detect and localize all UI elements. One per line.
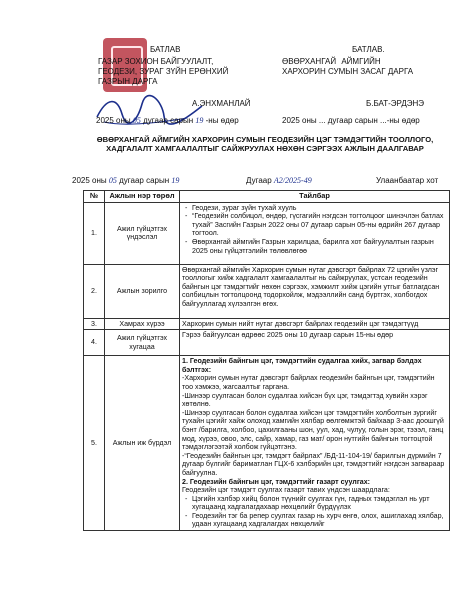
list-item: - Цэгийн хэлбэр хийц болон түүнийг суулгах гүн, гадных тэмдэглэл нь урт хугацаанд хадгалагдахаар нөхцөлийг бүрдүүлэх (192, 495, 447, 512)
paragraph: -“Геодезийн байнгын цэг, тэмдэгт байрлах” /БД-11-104-19/ барилгын дүрмийн 7 дугаар бүлгийг бариматлан ГЦХ-6 хэлбэрийн цэг, тэмдэгтийг нэгдсэн загвараар байгуулна. (182, 451, 445, 477)
right-org-line1: ӨВӨРХАНГАЙ АЙМГИЙН (282, 57, 381, 66)
header-work-type: Ажлын нэр төрөл (105, 191, 180, 203)
list-item: - Өвөрхангай аймгийн Газрын харилцаа, барилга хот байгуулалтын газрын 2025 оны гүйцэтгэлийн төлөвлөгөө (192, 238, 447, 255)
handwritten-doc-month: 05 (108, 176, 117, 185)
handwritten-month: 05 (132, 116, 141, 125)
section-heading: 1. Геодезийн байнгын цэг, тэмдэгтийн судалгаа хийх, загвар бэлдэх бэлтгэх: (182, 357, 422, 374)
section-heading: 2. Геодезийн байнгын цэг, тэмдэгтийг газарт суулгах: (182, 477, 371, 486)
table-row (84, 356, 450, 531)
row-description: Өвөрхангай аймгийн Хархорин сумын нутаг дэвсгэрт байрлах 72 цэгийн үзлэг тооллогыг хийж хадгалалт хамгаалалтыг нь сайжруулах, устсан геодезийн байнгын цэг тэмдэгтийг нөхөн сэргээх, хэмжилт хийж цэгийн утгыг батлагдсан солбицлын тогтолцоонд тодорхойлж, мэдээллийн санд бүртгэх, холбогдох байгууллагад хүлээлгэн өгөх. (180, 264, 450, 318)
handwritten-day: 19 (195, 116, 204, 125)
table-row (84, 330, 450, 356)
left-org-line2: ГЕОДЕЗИ, ЗУРАГ ЗҮЙН ЕРӨНХИЙ (98, 67, 229, 76)
right-signer-name: Б.БАТ-ЭРДЭНЭ (366, 99, 425, 108)
row-number: 4. (84, 330, 105, 356)
left-approval-date: 2025 оны 05 дугаар сарын 19 -ны өдөр (96, 116, 239, 125)
document-place: Улаанбаатар хот (376, 176, 439, 185)
row-description: Гэрээ байгуулсан өдрөөс 2025 оны 10 дугаар сарын 15-ны өдөр (180, 330, 450, 356)
table-header-row (84, 191, 450, 203)
right-approval-date: 2025 оны ... дугаар сарын ...-ны өдөр (282, 116, 420, 125)
header-description: Тайлбар (180, 191, 450, 203)
row-description (180, 202, 450, 264)
row-title: Ажил гүйцэтгэх хугацаа (105, 330, 180, 356)
left-org-line1: ГАЗАР ЗОХИОН БАЙГУУЛАЛТ, (98, 57, 214, 66)
header-number: № (84, 191, 105, 203)
row-description (180, 356, 450, 531)
row-description: Хархорин сумын нийт нутаг дэвсгэрт байрлах геодезийн цэг тэмдэгтүүд (180, 318, 450, 330)
row-title: Ажлын зорилго (105, 264, 180, 318)
left-signer-name: А.ЭНХМАНЛАЙ (192, 99, 251, 108)
paragraph: -Хархорин сумын нутаг дэвсгэрт байрлах геодезийн байнгын цэг, тэмдэгтийн тоо хэмжээ, жагсаалтыг гаргана. (182, 374, 435, 391)
handwritten-doc-day: 19 (171, 176, 180, 185)
document-date: 2025 оны 05 дугаар сарын 19 (72, 176, 180, 185)
handwritten-doc-number: А2/2025-49 (273, 176, 312, 185)
right-org-line2: ХАРХОРИН СУМЫН ЗАСАГ ДАРГА (282, 67, 414, 76)
list-item: - Геодези, зураг зүйн тухай хууль (192, 204, 447, 213)
left-signature (92, 92, 212, 132)
list-item: - “Геодезийн солбицол, өндөр, гүсгагийн нэгдсэн тогтолцоог шинэчлэн батлах тухай” Засгийн Газрын 2022 оны 07 дугаар сарын 05-ны өдрийн 267 дугаар тогтоол. (192, 212, 447, 238)
document-number: Дугаар А2/2025-49 (246, 176, 312, 185)
document-title: ӨВӨРХАНГАЙ АЙМГИЙН ХАРХОРИН СУМЫН ГЕОДЕЗИЙН ЦЭГ ТЭМДЭГТИЙН ТООЛЛОГО, ХАДГАЛАЛТ ХАМГААЛАЛТЫГ САЙЖРУУЛАХ НӨХӨН СЭРГЭЭХ АЖЛЫН ДААЛГАВАР (96, 135, 434, 154)
list-item: - Геодезийн тэг ба репер суулгах газар нь хурч өнгө, олох, ашиглахад хялбар, удаан хугацаанд хадгалагдах нөхцөлийг (192, 512, 447, 529)
task-table (83, 190, 450, 531)
table-row (84, 202, 450, 264)
row-number: 1. (84, 202, 105, 264)
row-title: Хамрах хүрээ (105, 318, 180, 330)
right-approval-label: БАТЛАВ. (352, 45, 385, 54)
row-number: 3. (84, 318, 105, 330)
row-number: 2. (84, 264, 105, 318)
row-number: 5. (84, 356, 105, 531)
paragraph: -Шинээр суулгасан болон судалгаа хийсэн цэг тэмдэгтийн холболтын зургийг тухайн цэгийг хайж олоход хамгийн хялбар өөлгөмжтэй байхаар 3-аас доошгүй бэнт /барилга, холбоо, цахилгааны шон, уул, хад, чулуу, голын эрэг, тэээл, ганц мод, хүрээ, овоо, элс, сайр, хамар, газ мат/ орон нутгийн байнгын тогтоцтой тэмдэглэгээтэй холбож гүйцэтгэнэ. (182, 408, 444, 452)
left-approval-label: БАТЛАВ (150, 45, 181, 54)
left-org-line3: ГАЗРЫН ДАРГА (98, 77, 158, 86)
table-row (84, 264, 450, 318)
table-row (84, 318, 450, 330)
row-title: Ажил гүйцэтгэх үндэслэл (105, 202, 180, 264)
paragraph: -Шинээр суулгасан болон судалгаа хийсэн бүх цэг, тэмдэгтэд хувийн хэрэг хөтөлнө. (182, 391, 428, 409)
row-title: Ажлын иж бүрдэл (105, 356, 180, 531)
paragraph: Геодезийн цэг тэмдэгт суулгах газарт тавих үндсэн шаардлага: (182, 486, 390, 495)
